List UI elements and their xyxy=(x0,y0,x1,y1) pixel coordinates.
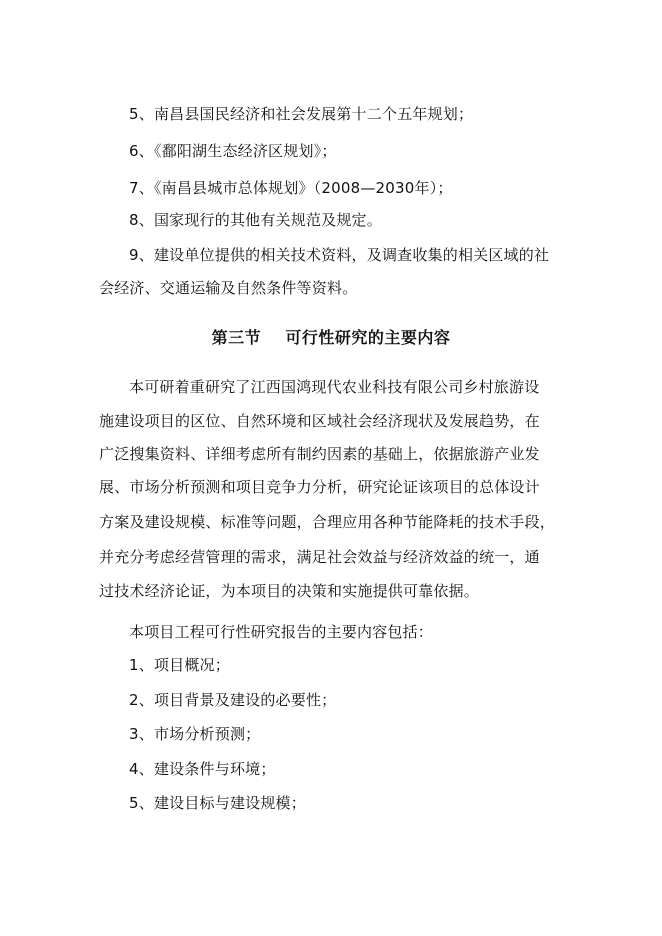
contents-intro: 本项目工程可行性研究报告的主要内容包括： xyxy=(129,623,434,641)
basis-item-7: 7、《南昌县城市总体规划》（2008—2030年）； xyxy=(129,179,453,197)
basis-item-5: 5、南昌县国民经济和社会发展第十二个五年规划； xyxy=(129,105,474,123)
paragraph-line: 并充分考虑经营管理的需求，满足社会效益与经济效益的统一，通 xyxy=(99,548,540,566)
basis-item-9: 9、建设单位提供的相关技术资料，及调查收集的相关区域的社 xyxy=(129,246,550,264)
basis-item-6: 6、《鄱阳湖生态经济区规划》； xyxy=(129,142,337,160)
paragraph-line: 方案及建设规模、标准等问题，合理应用各种节能降耗的技术手段， xyxy=(99,513,556,531)
basis-item-8: 8、国家现行的其他有关规范及规定。 xyxy=(129,211,382,229)
paragraph-line: 施建设项目的区位、自然环境和区域社会经济现状及发展趋势，在 xyxy=(99,412,540,430)
contents-item-2: 2、项目背景及建设的必要性； xyxy=(129,691,337,709)
paragraph-line: 本可研着重研究了江西国鸿现代农业科技有限公司乡村旅游设 xyxy=(129,378,540,396)
section-heading: 第三节 可行性研究的主要内容 xyxy=(211,328,451,347)
paragraph-line: 展、市场分析预测和项目竞争力分析，研究论证该项目的总体设计 xyxy=(99,478,540,496)
paragraph-line: 广泛搜集资料、详细考虑所有制约因素的基础上，依据旅游产业发 xyxy=(99,445,540,463)
contents-item-1: 1、项目概况； xyxy=(129,656,230,674)
basis-item-9-continued: 会经济、交通运输及自然条件等资料。 xyxy=(99,279,358,297)
paragraph-line: 过技术经济论证，为本项目的决策和实施提供可靠依据。 xyxy=(99,582,480,600)
contents-item-4: 4、建设条件与环境； xyxy=(129,760,276,778)
contents-item-3: 3、市场分析预测； xyxy=(129,725,261,743)
contents-item-5: 5、建设目标与建设规模； xyxy=(129,794,306,812)
